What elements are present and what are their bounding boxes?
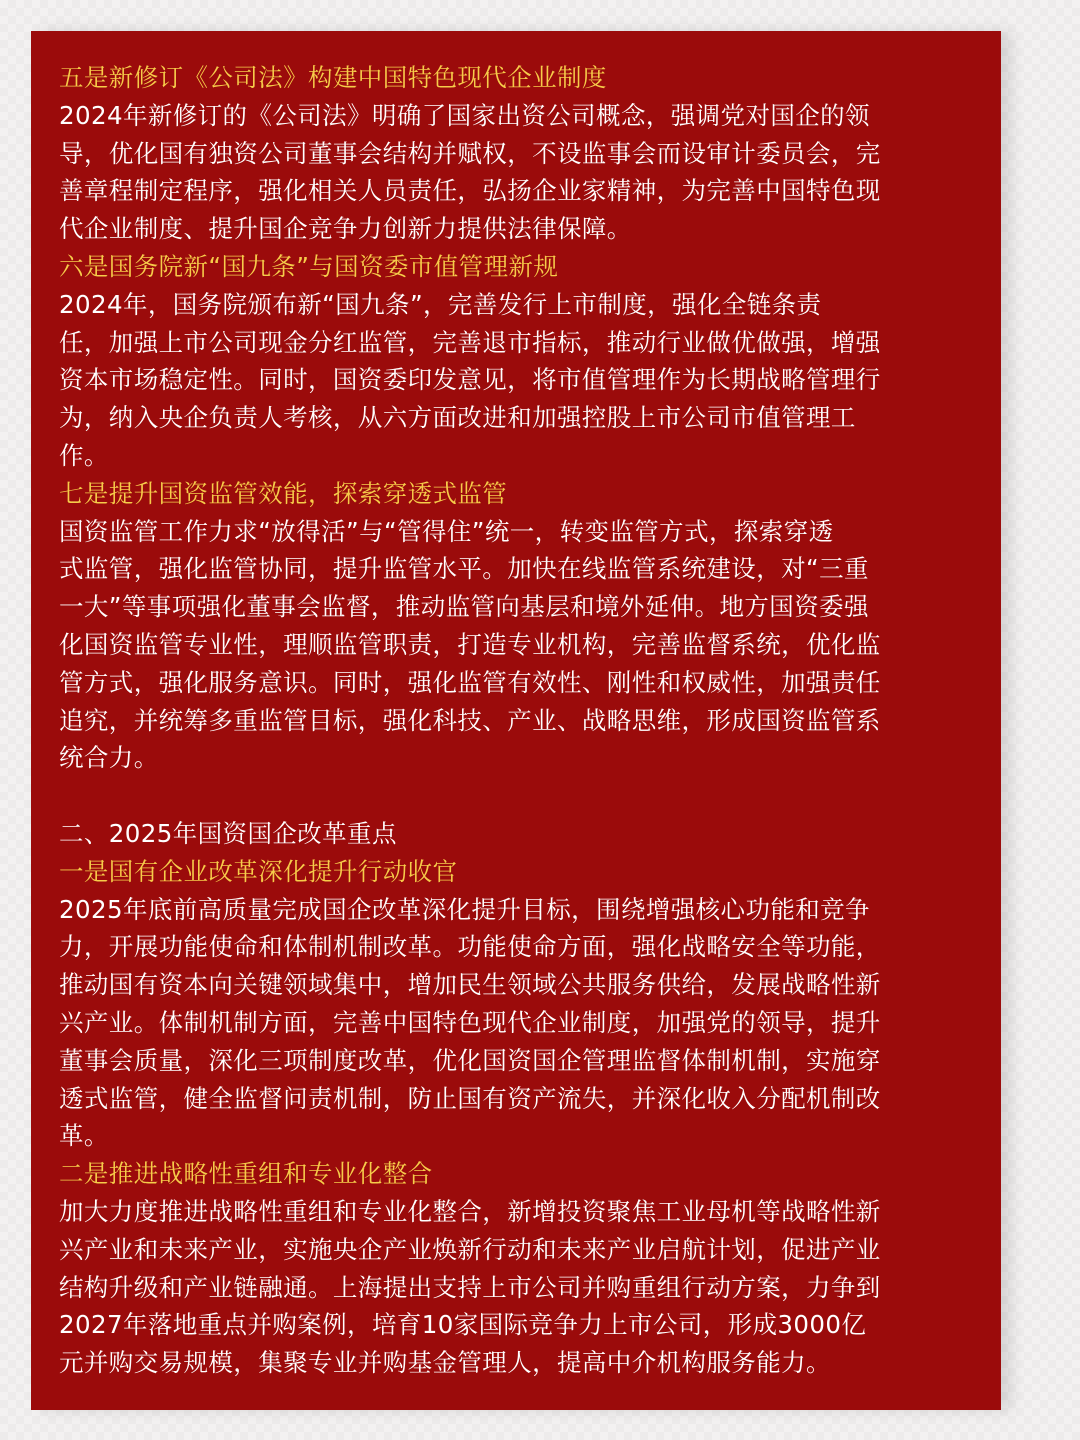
body-line: 化国资监管专业性，理顺监管职责，打造专业机构，完善监督系统，优化监 bbox=[59, 629, 881, 659]
body-line: 善章程制定程序，强化相关人员责任，弘扬企业家精神，为完善中国特色现 bbox=[59, 176, 881, 206]
part-two-title: 二、2025年国资国企改革重点 bbox=[59, 818, 397, 848]
body-line: 一大”等事项强化董事会监督，推动监管向基层和境外延伸。地方国资委强 bbox=[59, 592, 869, 622]
paragraph-gap bbox=[59, 777, 975, 815]
body-line: 管方式，强化服务意识。同时，强化监管有效性、刚性和权威性，加强责任 bbox=[59, 667, 881, 697]
body-line: 资本市场稳定性。同时，国资委印发意见，将市值管理作为长期战略管理行 bbox=[59, 365, 881, 395]
body-line: 兴产业和未来产业，实施央企产业焕新行动和未来产业启航计划，促进产业 bbox=[59, 1234, 881, 1264]
body-line: 2024年，国务院颁布新“国九条”，完善发行上市制度，强化全链条责 bbox=[59, 289, 822, 319]
body-line: 导，优化国有独资公司董事会结构并赋权，不设监事会而设审计委员会，完 bbox=[59, 138, 881, 168]
section-heading: 六是国务院新“国九条”与国资委市值管理新规 bbox=[59, 251, 559, 281]
body-line: 兴产业。体制机制方面，完善中国特色现代企业制度，加强党的领导，提升 bbox=[59, 1007, 881, 1037]
body-line: 结构升级和产业链融通。上海提出支持上市公司并购重组行动方案，力争到 bbox=[59, 1272, 881, 1302]
body-line: 任，加强上市公司现金分红监管，完善退市指标，推动行业做优做强，增强 bbox=[59, 327, 881, 357]
body-line: 推动国有资本向关键领域集中，增加民生领域公共服务供给，发展战略性新 bbox=[59, 970, 881, 1000]
body-line: 作。 bbox=[59, 440, 109, 470]
body-line: 2027年落地重点并购案例，培育10家国际竞争力上市公司，形成3000亿 bbox=[59, 1310, 867, 1340]
body-line: 透式监管，健全监督问责机制，防止国有资产流失，并深化收入分配机制改 bbox=[59, 1083, 881, 1113]
body-line: 董事会质量，深化三项制度改革，优化国资国企管理监督体制机制，实施穿 bbox=[59, 1045, 881, 1075]
body-line: 统合力。 bbox=[59, 743, 159, 773]
section-heading: 五是新修订《公司法》构建中国特色现代企业制度 bbox=[59, 63, 607, 92]
body-line: 2024年新修订的《公司法》明确了国家出资公司概念，强调党对国企的领 bbox=[59, 100, 870, 130]
body-line: 革。 bbox=[59, 1121, 109, 1151]
body-line: 代企业制度、提升国企竞争力创新力提供法律保障。 bbox=[59, 214, 632, 244]
body-line: 2025年底前高质量完成国企改革深化提升目标，围绕增强核心功能和竞争 bbox=[59, 894, 870, 924]
body-line: 加大力度推进战略性重组和专业化整合，新增投资聚焦工业母机等战略性新 bbox=[59, 1196, 881, 1226]
section-heading: 二是推进战略性重组和专业化整合 bbox=[59, 1159, 433, 1189]
body-line: 力，开展功能使命和体制机制改革。功能使命方面，强化战略安全等功能， bbox=[59, 932, 881, 962]
body-line: 元并购交易规模，集聚专业并购基金管理人，提高中介机构服务能力。 bbox=[59, 1348, 831, 1378]
body-line: 式监管，强化监管协同，提升监管水平。加快在线监管系统建设，对“三重 bbox=[59, 554, 869, 584]
section-heading: 一是国有企业改革深化提升行动收官 bbox=[59, 856, 458, 886]
body-line: 追究，并统筹多重监管目标，强化科技、产业、战略思维，形成国资监管系 bbox=[59, 705, 881, 735]
section-heading: 七是提升国资监管效能，探索穿透式监管 bbox=[59, 478, 508, 508]
article-card bbox=[31, 31, 1001, 1410]
body-line: 为，纳入央企负责人考核，从六方面改进和加强控股上市公司市值管理工 bbox=[59, 403, 856, 433]
body-line: 国资监管工作力求“放得活”与“管得住”统一，转变监管方式，探索穿透 bbox=[59, 516, 834, 546]
